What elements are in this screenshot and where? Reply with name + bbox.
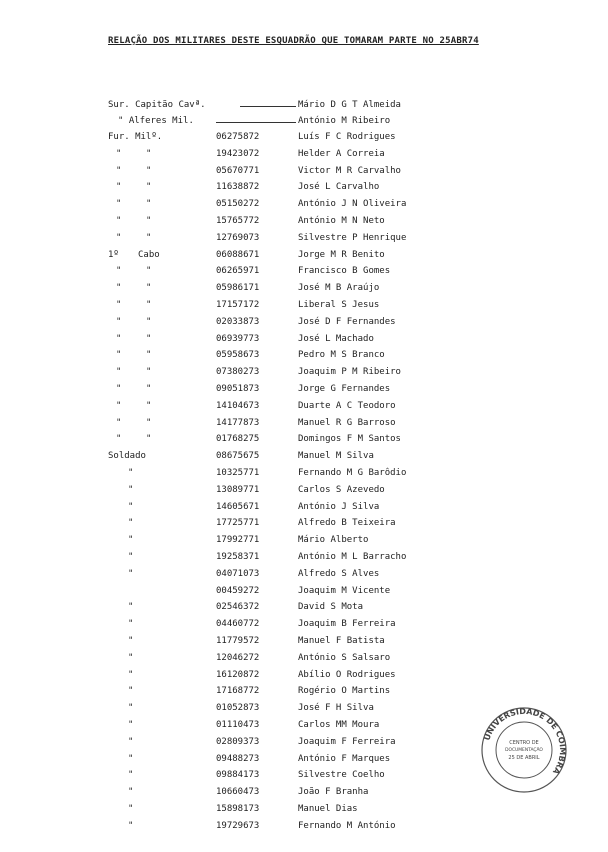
- personnel-service-number: 09488273: [216, 753, 260, 764]
- personnel-rank: ": [128, 619, 134, 630]
- personnel-rank: ": [128, 787, 134, 798]
- personnel-name: António J N Oliveira: [298, 199, 407, 210]
- personnel-name: José M B Araújo: [298, 283, 380, 294]
- personnel-rank: ": [116, 199, 122, 210]
- personnel-rank-2: ": [146, 148, 152, 159]
- personnel-service-number: 04071073: [216, 568, 260, 579]
- personnel-name: António M L Barracho: [298, 552, 407, 562]
- personnel-name: Mário Alberto: [298, 535, 369, 546]
- personnel-service-number: 04460772: [216, 619, 260, 630]
- personnel-service-number: 06275872: [216, 132, 260, 142]
- personnel-name: José L Carvalho: [298, 182, 380, 193]
- personnel-rank: ": [116, 232, 122, 243]
- personnel-name: Victor M R Carvalho: [298, 165, 401, 176]
- personnel-service-number: 14177873: [216, 417, 260, 428]
- personnel-rank-2: ": [146, 400, 152, 411]
- personnel-name: Liberal S Jesus: [298, 300, 380, 310]
- personnel-rank-2: ": [146, 266, 152, 277]
- personnel-service-number: 05986171: [216, 283, 260, 294]
- personnel-service-number: 19258371: [216, 552, 260, 562]
- personnel-name: Carlos S Azevedo: [298, 484, 385, 495]
- seal-line-3: 25 DE ABRIL: [508, 755, 540, 761]
- officer-2-rank: " Alferes Mil.: [118, 116, 194, 126]
- personnel-rank: ": [128, 820, 134, 831]
- personnel-rank: ": [128, 703, 134, 714]
- personnel-service-number: 02809373: [216, 736, 260, 747]
- personnel-name: António S Salsaro: [298, 652, 391, 663]
- personnel-service-number: 15765772: [216, 216, 260, 226]
- personnel-name: Abílio O Rodrigues: [298, 669, 396, 680]
- personnel-rank: ": [128, 602, 134, 613]
- personnel-service-number: 11779572: [216, 636, 260, 646]
- personnel-name: Jorge M R Benito: [298, 249, 385, 260]
- personnel-name: Manuel F Batista: [298, 636, 385, 646]
- personnel-name: Fernando M G Barôdio: [298, 468, 407, 478]
- personnel-name: Francisco B Gomes: [298, 266, 391, 277]
- personnel-rank-2: ": [146, 165, 152, 176]
- personnel-name: Duarte A C Teodoro: [298, 400, 396, 411]
- personnel-service-number: 02546372: [216, 602, 260, 613]
- personnel-service-number: 08675675: [216, 451, 260, 462]
- personnel-name: António M N Neto: [298, 216, 385, 226]
- personnel-service-number: 01768275: [216, 434, 260, 445]
- personnel-rank: ": [128, 636, 134, 646]
- personnel-rank: ": [128, 720, 134, 730]
- personnel-service-number: 15898173: [216, 804, 260, 814]
- personnel-rank-2: Cabo: [138, 249, 160, 260]
- personnel-service-number: 09051873: [216, 384, 260, 394]
- seal-line-1: CENTRO DE: [509, 740, 539, 746]
- personnel-rank: ": [128, 568, 134, 579]
- document-title: RELAÇÃO DOS MILITARES DESTE ESQUADRÃO QUE TOMARAM PARTE NO 25ABR74: [108, 36, 479, 46]
- personnel-service-number: 19729673: [216, 820, 260, 831]
- personnel-service-number: 01110473: [216, 720, 260, 730]
- personnel-rank: ": [128, 552, 134, 562]
- personnel-service-number: 06088671: [216, 249, 260, 260]
- personnel-service-number: 01052873: [216, 703, 260, 714]
- personnel-rank-2: ": [146, 316, 152, 327]
- personnel-rank-2: ": [146, 232, 152, 243]
- personnel-name: José F H Silva: [298, 703, 374, 714]
- personnel-name: Rogério O Martins: [298, 686, 391, 697]
- personnel-name: António J Silva: [298, 501, 380, 512]
- personnel-rank-2: ": [146, 350, 152, 361]
- personnel-name: Silvestre Coelho: [298, 770, 385, 781]
- personnel-name: Manuel R G Barroso: [298, 417, 396, 428]
- personnel-rank-2: ": [146, 216, 152, 226]
- personnel-service-number: 19423072: [216, 148, 260, 159]
- personnel-rank-2: ": [146, 199, 152, 210]
- personnel-rank: Fur. Milº.: [108, 132, 163, 142]
- personnel-name: António F Marques: [298, 753, 391, 764]
- seal-outer-text: UNIVERSIDADE DE COIMBRA: [482, 706, 568, 776]
- personnel-rank: ": [116, 216, 122, 226]
- personnel-rank-2: ": [146, 434, 152, 445]
- personnel-rank-2: ": [146, 417, 152, 428]
- personnel-rank: ": [128, 669, 134, 680]
- personnel-rank: ": [128, 468, 134, 478]
- personnel-name: Domingos F M Santos: [298, 434, 401, 445]
- officer-1-rank: Sur. Capitão Cavª.: [108, 100, 206, 110]
- personnel-rank-2: ": [146, 182, 152, 193]
- personnel-service-number: 12769073: [216, 232, 260, 243]
- personnel-service-number: 12046272: [216, 652, 260, 663]
- personnel-rank-2: ": [146, 333, 152, 344]
- personnel-service-number: 14605671: [216, 501, 260, 512]
- personnel-service-number: 05670771: [216, 165, 260, 176]
- personnel-name: João F Branha: [298, 787, 369, 798]
- personnel-name: David S Mota: [298, 602, 364, 613]
- personnel-rank: ": [128, 652, 134, 663]
- personnel-service-number: 09884173: [216, 770, 260, 781]
- personnel-rank: ": [128, 518, 134, 529]
- personnel-service-number: 00459272: [216, 585, 260, 596]
- personnel-service-number: 07380273: [216, 367, 260, 378]
- personnel-rank: ": [116, 165, 122, 176]
- personnel-rank: ": [116, 148, 122, 159]
- personnel-rank: ": [128, 484, 134, 495]
- personnel-service-number: 05958673: [216, 350, 260, 361]
- personnel-service-number: 14104673: [216, 400, 260, 411]
- personnel-rank: ": [116, 350, 122, 361]
- personnel-rank: 1º: [108, 249, 119, 260]
- officer-2-name: António M Ribeiro: [298, 116, 391, 126]
- personnel-rank: ": [128, 753, 134, 764]
- personnel-name: Pedro M S Branco: [298, 350, 385, 361]
- personnel-rank: Soldado: [108, 451, 146, 462]
- personnel-service-number: 11638872: [216, 182, 260, 193]
- personnel-service-number: 16120872: [216, 669, 260, 680]
- personnel-name: Luís F C Rodrigues: [298, 132, 396, 142]
- personnel-name: Helder A Correia: [298, 148, 385, 159]
- personnel-rank: ": [128, 804, 134, 814]
- personnel-rank: ": [128, 501, 134, 512]
- university-seal-stamp: [478, 704, 570, 796]
- seal-line-2: DOCUMENTAÇÃO: [505, 748, 543, 753]
- personnel-name: Manuel Dias: [298, 804, 358, 814]
- officer-1-name: Mário D G T Almeida: [298, 100, 401, 110]
- personnel-name: Manuel M Silva: [298, 451, 374, 462]
- personnel-name: José L Machado: [298, 333, 374, 344]
- personnel-service-number: 10325771: [216, 468, 260, 478]
- personnel-rank-2: ": [146, 367, 152, 378]
- personnel-name: José D F Fernandes: [298, 316, 396, 327]
- personnel-service-number: 17725771: [216, 518, 260, 529]
- personnel-name: Jorge G Fernandes: [298, 384, 391, 394]
- personnel-rank-2: ": [146, 384, 152, 394]
- personnel-rank: ": [128, 686, 134, 697]
- personnel-service-number: 06265971: [216, 266, 260, 277]
- personnel-rank: ": [116, 417, 122, 428]
- personnel-rank: ": [116, 283, 122, 294]
- personnel-rank: ": [116, 316, 122, 327]
- personnel-service-number: 17168772: [216, 686, 260, 697]
- personnel-name: Joaquim F Ferreira: [298, 736, 396, 747]
- personnel-rank: ": [116, 367, 122, 378]
- personnel-service-number: 17157172: [216, 300, 260, 310]
- personnel-name: Fernando M António: [298, 820, 396, 831]
- personnel-rank: ": [116, 266, 122, 277]
- personnel-service-number: 10660473: [216, 787, 260, 798]
- personnel-rank-2: ": [146, 283, 152, 294]
- personnel-name: Alfredo S Alves: [298, 568, 380, 579]
- personnel-rank: ": [128, 535, 134, 546]
- personnel-rank-2: ": [146, 300, 152, 310]
- personnel-service-number: 13089771: [216, 484, 260, 495]
- personnel-rank: ": [116, 400, 122, 411]
- personnel-rank: ": [116, 434, 122, 445]
- personnel-service-number: 06939773: [216, 333, 260, 344]
- personnel-name: Joaquim B Ferreira: [298, 619, 396, 630]
- personnel-name: Joaquim P M Ribeiro: [298, 367, 401, 378]
- personnel-service-number: 05150272: [216, 199, 260, 210]
- personnel-service-number: 02033873: [216, 316, 260, 327]
- personnel-rank: ": [116, 384, 122, 394]
- personnel-name: Joaquim M Vicente: [298, 585, 391, 596]
- personnel-name: Alfredo B Teixeira: [298, 518, 396, 529]
- personnel-name: Carlos MM Moura: [298, 720, 380, 730]
- personnel-rank: ": [116, 182, 122, 193]
- personnel-rank: ": [116, 300, 122, 310]
- personnel-rank: ": [116, 333, 122, 344]
- personnel-rank: ": [128, 736, 134, 747]
- personnel-service-number: 17992771: [216, 535, 260, 546]
- personnel-rank: ": [128, 770, 134, 781]
- personnel-name: Silvestre P Henrique: [298, 232, 407, 243]
